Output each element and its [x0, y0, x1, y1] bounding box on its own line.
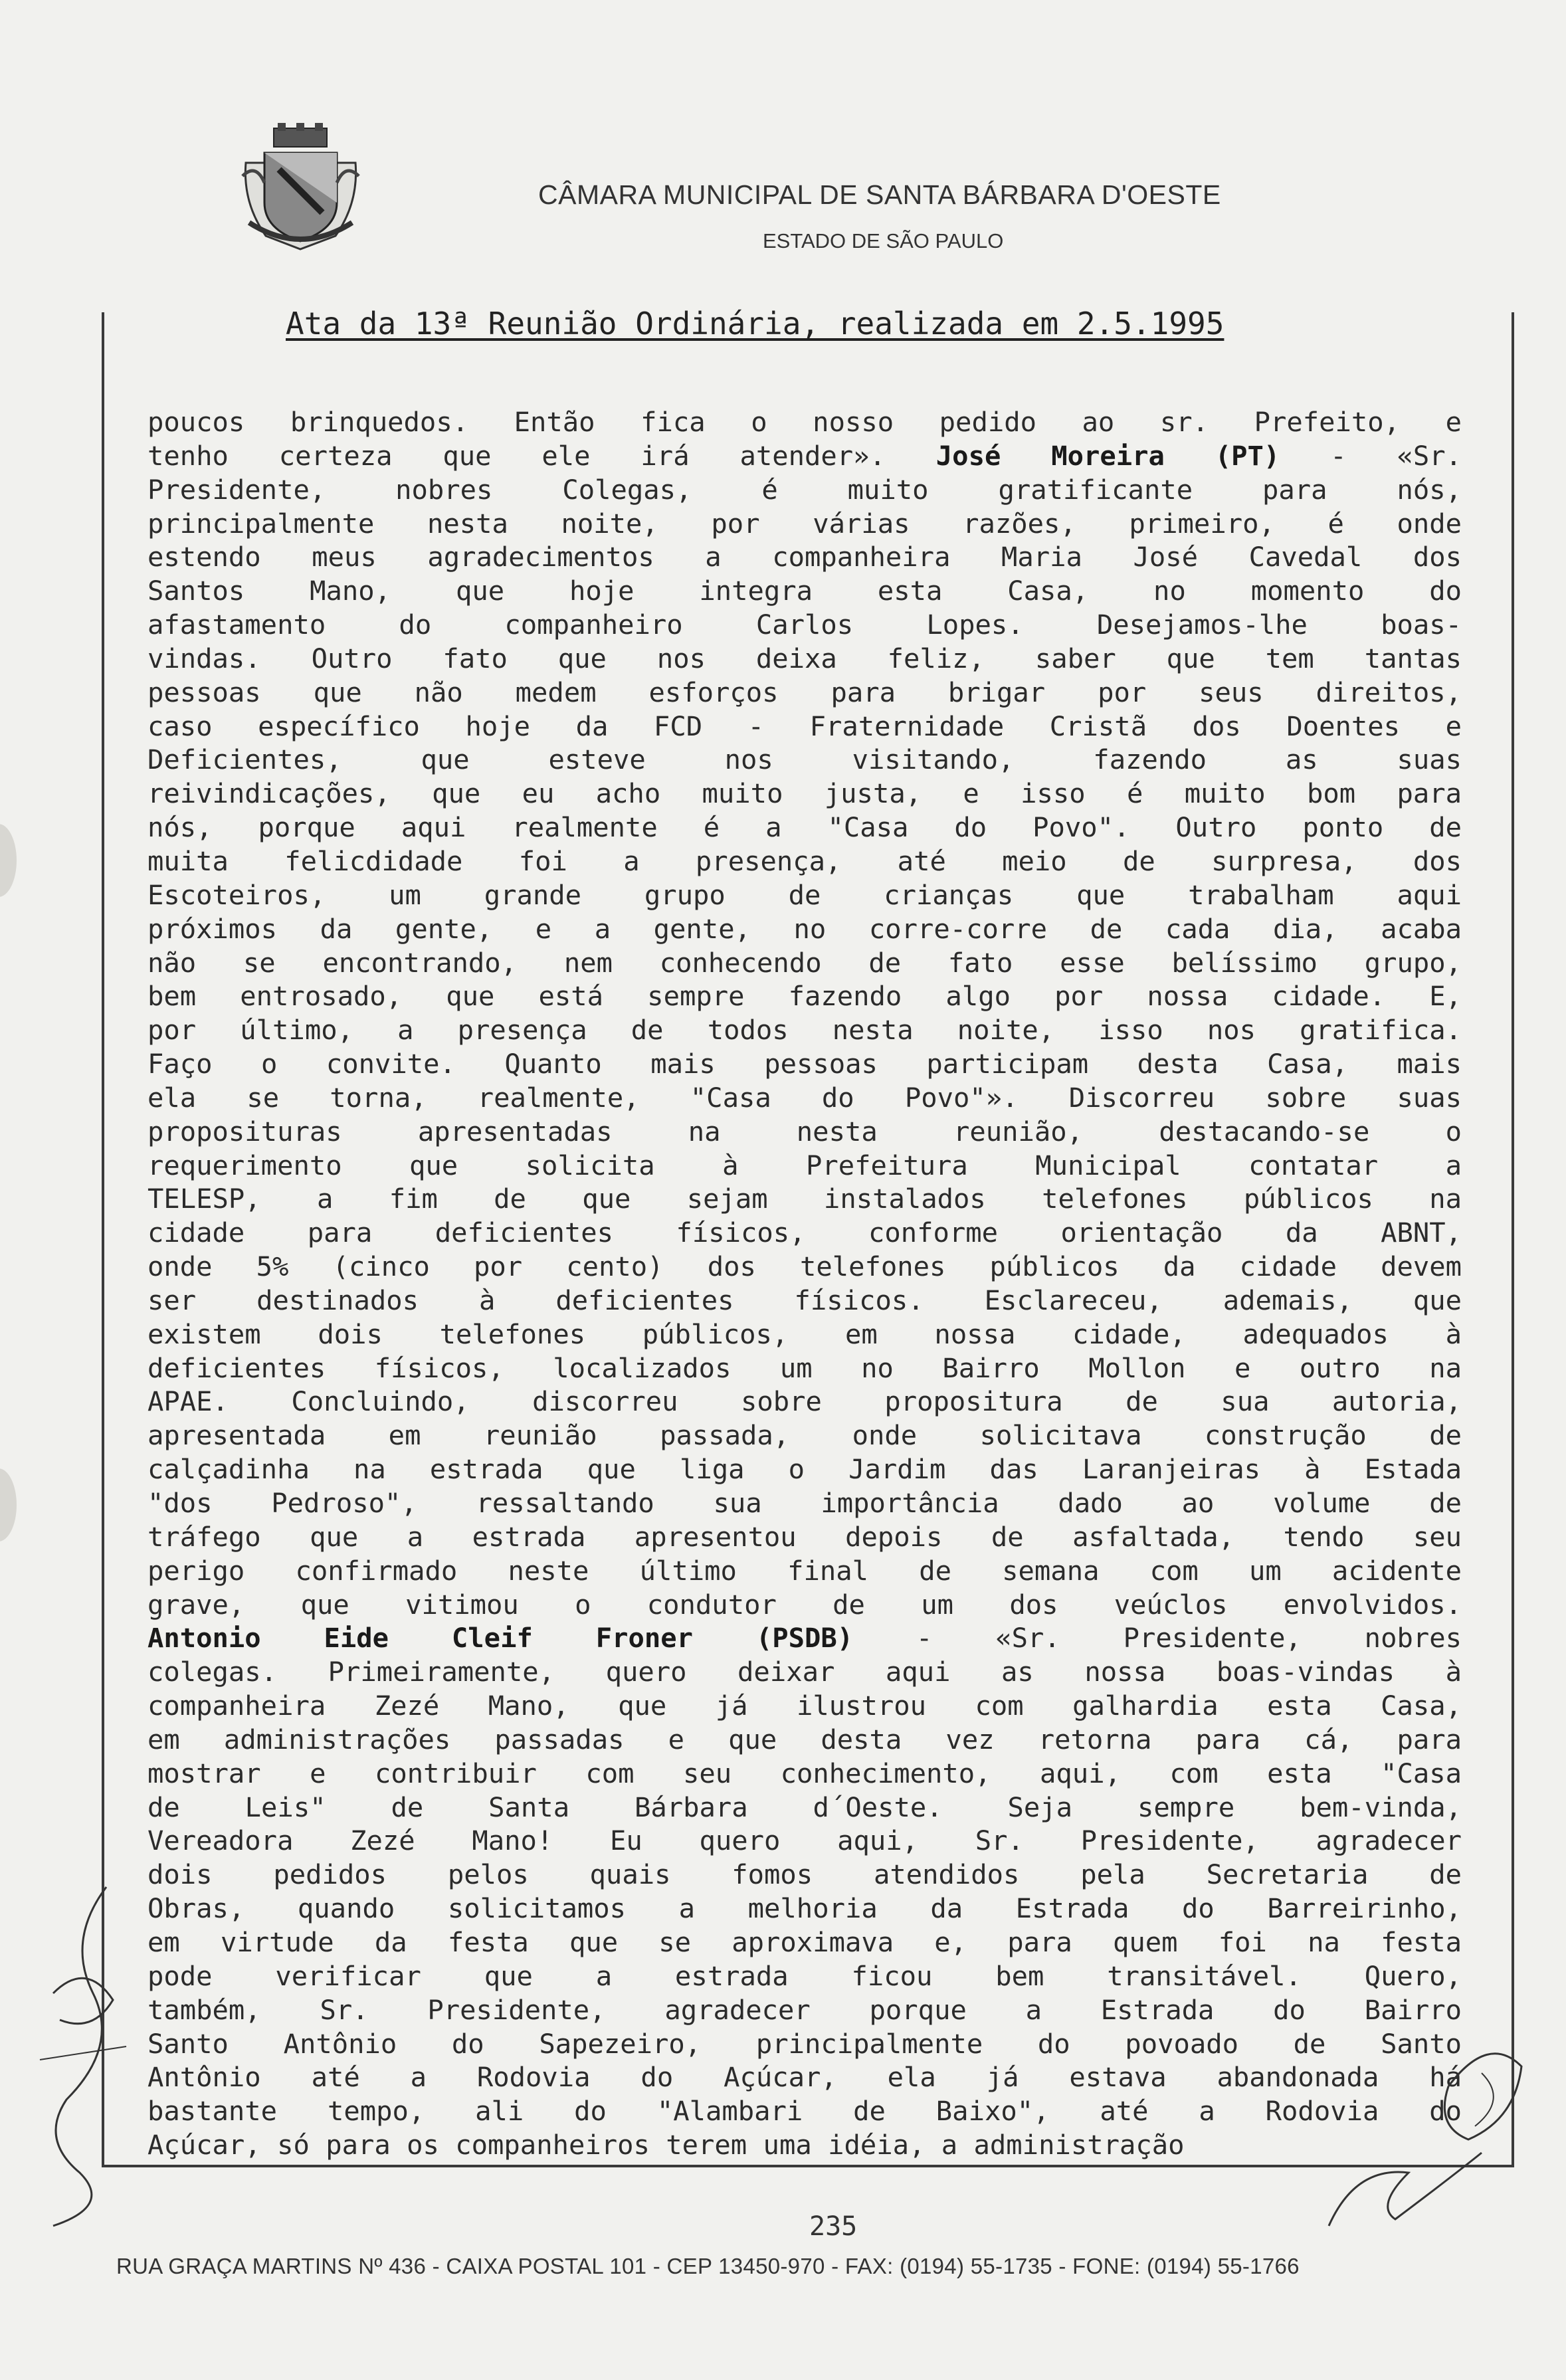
- text-segment: Deficientes, que esteve nos visitando, fazendo as suas: [147, 744, 1462, 776]
- text-segment: ser destinados à deficientes físicos. Esclareceu, ademais, que: [147, 1284, 1462, 1316]
- minutes-body: [147, 405, 1462, 2162]
- text-line: [147, 1047, 1462, 1081]
- text-segment: deficientes físicos, localizados um no Bairro Mollon e outro na: [147, 1351, 1462, 1384]
- text-segment: afastamento do companheiro Carlos Lopes. Desejamos-lhe boas-: [147, 609, 1462, 641]
- text-line: [147, 1284, 1462, 1318]
- binding-hole: [0, 824, 17, 897]
- text-segment: existem dois telefones públicos, em nossa cidade, adequados à: [147, 1318, 1462, 1350]
- text-line: [147, 1486, 1462, 1520]
- text-line: [147, 676, 1462, 710]
- text-segment: muita felicdidade foi a presença, até meio de surpresa, dos: [147, 844, 1462, 877]
- text-line: [147, 710, 1462, 744]
- speaker-name: Antonio Eide Cleif Froner (PSDB): [147, 1622, 854, 1654]
- text-segment: bastante tempo, ali do "Alambari de Baixo", até a Rodovia do: [147, 2095, 1462, 2128]
- text-line: [147, 2128, 1462, 2162]
- text-segment: pode verificar que a estrada ficou bem transitável. Quero,: [147, 1959, 1462, 1992]
- text-line: [147, 507, 1462, 541]
- text-line: [147, 1655, 1462, 1689]
- signature-mark-left: [27, 1860, 146, 2232]
- text-line: [147, 2060, 1462, 2094]
- text-segment: Obras, quando solicitamos a melhoria da Estrada do Barreirinho,: [147, 1892, 1462, 1925]
- text-segment: também, Sr. Presidente, agradecer porque a Estrada do Bairro: [147, 1993, 1462, 2026]
- minutes-title: Ata da 13ª Reunião Ordinária, realizada em 2.5.1995: [286, 306, 1224, 342]
- text-segment: cidade para deficientes físicos, conforme orientação da ABNT,: [147, 1217, 1462, 1249]
- text-segment: não se encontrando, nem conhecendo de fato esse belíssimo grupo,: [147, 946, 1462, 979]
- text-line: [147, 1993, 1462, 2027]
- text-line: [147, 946, 1462, 980]
- text-line: [147, 1689, 1462, 1723]
- frame-bottom-rule: [102, 2165, 1514, 2167]
- text-segment: "dos Pedroso", ressaltando sua importância dado ao volume de: [147, 1487, 1462, 1519]
- text-line: [147, 1892, 1462, 1926]
- text-segment: em virtude da festa que se aproximava e, para quem foi na festa: [147, 1926, 1462, 1958]
- text-line: [147, 1115, 1462, 1149]
- text-line: [147, 1452, 1462, 1486]
- text-segment: por último, a presença de todos nesta noite, isso nos gratifica.: [147, 1014, 1462, 1046]
- text-segment: tenho certeza que ele irá atender».: [147, 439, 936, 472]
- text-segment: principalmente nesta noite, por várias razões, primeiro, é onde: [147, 507, 1462, 540]
- text-line: [147, 1757, 1462, 1791]
- text-line: [147, 574, 1462, 608]
- text-segment: Vereadora Zezé Mano! Eu quero aqui, Sr. Presidente, agradecer: [147, 1825, 1462, 1857]
- text-line: [147, 979, 1462, 1013]
- text-line: [147, 642, 1462, 676]
- text-line: [147, 1723, 1462, 1757]
- text-segment: grave, que vitimou o condutor de um dos veúclos envolvidos.: [147, 1588, 1462, 1621]
- text-segment: dois pedidos pelos quais fomos atendidos pela Secretaria de: [147, 1858, 1462, 1891]
- text-segment: colegas. Primeiramente, quero deixar aqui as nossa boas-vindas à: [147, 1656, 1462, 1688]
- text-line: [147, 473, 1462, 507]
- text-line: [147, 439, 1462, 473]
- text-segment: poucos brinquedos. Então fica o nosso pedido ao sr. Prefeito, e: [147, 406, 1462, 438]
- state-name: ESTADO DE SÃO PAULO: [763, 229, 1004, 252]
- text-line: [147, 1149, 1462, 1183]
- text-line: [147, 2094, 1462, 2128]
- text-line: [147, 1318, 1462, 1351]
- text-segment: Santos Mano, que hoje integra esta Casa, no momento do: [147, 575, 1462, 607]
- text-line: [147, 540, 1462, 574]
- page-number: 235: [809, 2211, 858, 2242]
- text-line: [147, 1419, 1462, 1452]
- text-line: [147, 1250, 1462, 1284]
- text-segment: Escoteiros, um grande grupo de crianças que trabalham aqui: [147, 878, 1462, 911]
- text-line: [147, 1520, 1462, 1554]
- text-line: [147, 1385, 1462, 1419]
- text-line: [147, 1959, 1462, 1993]
- text-segment: caso específico hoje da FCD - Fraternidade Cristã dos Doentes e: [147, 710, 1462, 742]
- text-segment: reivindicações, que eu acho muito justa, e isso é muito bom para: [147, 777, 1462, 810]
- text-segment: companheira Zezé Mano, que já ilustrou com galhardia esta Casa,: [147, 1690, 1462, 1722]
- text-segment: bem entrosado, que está sempre fazendo algo por nossa cidade. E,: [147, 980, 1462, 1013]
- footer-address: RUA GRAÇA MARTINS Nº 436 - CAIXA POSTAL 101 - CEP 13450-970 - FAX: (0194) 55-1735 - FONE: (0194) 55-1766: [116, 2254, 1300, 2278]
- text-line: [147, 878, 1462, 912]
- text-segment: Santo Antônio do Sapezeiro, principalmente do povoado de Santo: [147, 2027, 1462, 2060]
- municipal-crest-icon: [239, 123, 362, 252]
- text-segment: estendo meus agradecimentos a companheira Maria José Cavedal dos: [147, 541, 1462, 573]
- text-segment: proposituras apresentadas na nesta reunião, destacando-se o: [147, 1115, 1462, 1147]
- text-segment: APAE. Concluindo, discorreu sobre propositura de sua autoria,: [147, 1385, 1462, 1418]
- text-line: [147, 2027, 1462, 2061]
- text-segment: de Leis" de Santa Bárbara d´Oeste. Seja sempre bem-vinda,: [147, 1791, 1462, 1823]
- text-line: [147, 912, 1462, 946]
- text-segment: TELESP, a fim de que sejam instalados telefones públicos na: [147, 1183, 1462, 1215]
- text-segment: requerimento que solicita à Prefeitura Municipal contatar a: [147, 1149, 1462, 1181]
- text-line: [147, 1351, 1462, 1385]
- text-line: [147, 1926, 1462, 1959]
- text-line: [147, 608, 1462, 642]
- text-line: [147, 1621, 1462, 1655]
- text-line: [147, 1791, 1462, 1825]
- text-segment: ela se torna, realmente, "Casa do Povo"». Discorreu sobre suas: [147, 1081, 1462, 1114]
- text-segment: tráfego que a estrada apresentou depois de asfaltada, tendo seu: [147, 1520, 1462, 1553]
- binding-hole: [0, 1468, 17, 1541]
- frame-right-rule: [1512, 312, 1514, 2166]
- text-line: [147, 844, 1462, 878]
- chamber-name: CÂMARA MUNICIPAL DE SANTA BÁRBARA D'OESTE: [538, 179, 1221, 210]
- text-segment: - «Sr.: [1280, 439, 1462, 472]
- signature-mark-right: [1316, 2007, 1535, 2246]
- text-segment: Antônio até a Rodovia do Açúcar, ela já estava abandonada há: [147, 2061, 1462, 2094]
- text-segment: pessoas que não medem esforços para brigar por seus direitos,: [147, 676, 1462, 708]
- text-segment: próximos da gente, e a gente, no corre-corre de cada dia, acaba: [147, 912, 1462, 945]
- text-line: [147, 1554, 1462, 1588]
- speaker-name: José Moreira (PT): [935, 439, 1280, 472]
- text-segment: Presidente, nobres Colegas, é muito gratificante para nós,: [147, 473, 1462, 506]
- text-line: [147, 1588, 1462, 1622]
- text-line: [147, 1182, 1462, 1216]
- text-line: [147, 1081, 1462, 1115]
- text-segment: - «Sr. Presidente, nobres: [853, 1622, 1462, 1654]
- text-line: [147, 1216, 1462, 1250]
- text-segment: apresentada em reunião passada, onde solicitava construção de: [147, 1419, 1462, 1452]
- text-line: [147, 1824, 1462, 1858]
- text-segment: Açúcar, só para os companheiros terem uma idéia, a administração: [147, 2129, 1185, 2161]
- text-segment: em administrações passadas e que desta vez retorna para cá, para: [147, 1723, 1462, 1755]
- text-segment: vindas. Outro fato que nos deixa feliz, saber que tem tantas: [147, 642, 1462, 674]
- text-line: [147, 1858, 1462, 1892]
- text-segment: mostrar e contribuir com seu conhecimento, aqui, com esta "Casa: [147, 1757, 1462, 1789]
- text-segment: onde 5% (cinco por cento) dos telefones públicos da cidade devem: [147, 1250, 1462, 1283]
- text-line: [147, 811, 1462, 844]
- text-segment: Faço o convite. Quanto mais pessoas participam desta Casa, mais: [147, 1048, 1462, 1080]
- text-line: [147, 743, 1462, 777]
- text-segment: calçadinha na estrada que liga o Jardim das Laranjeiras à Estada: [147, 1453, 1462, 1486]
- text-line: [147, 777, 1462, 811]
- text-segment: perigo confirmado neste último final de semana com um acidente: [147, 1554, 1462, 1587]
- text-line: [147, 405, 1462, 439]
- text-segment: nós, porque aqui realmente é a "Casa do Povo". Outro ponto de: [147, 811, 1462, 844]
- text-line: [147, 1013, 1462, 1047]
